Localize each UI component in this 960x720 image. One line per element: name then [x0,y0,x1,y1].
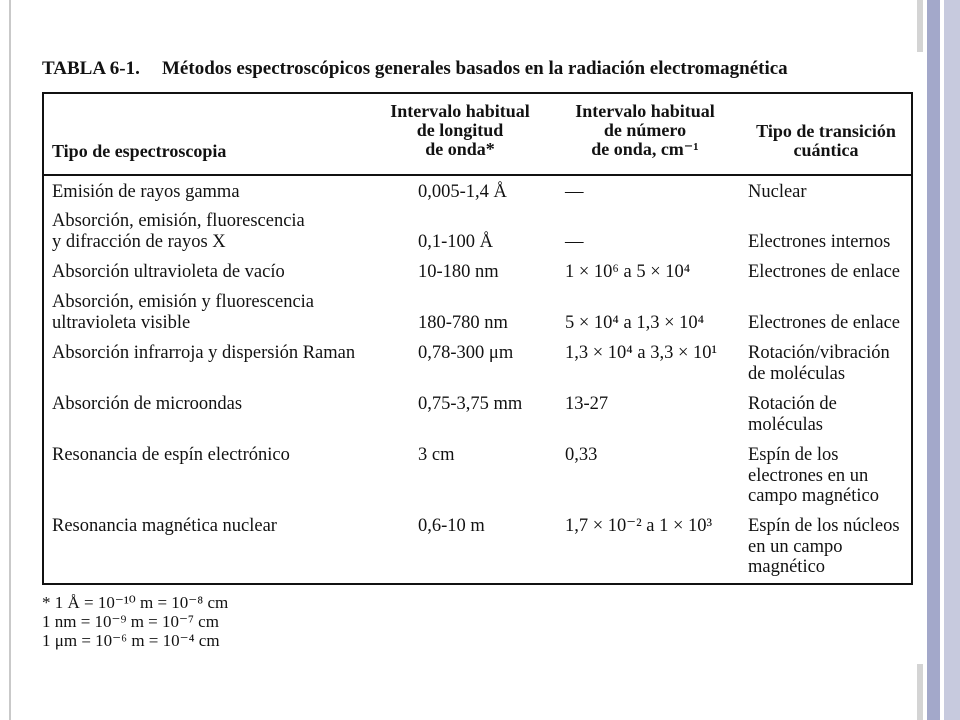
cell-tipo: Resonancia de espín electrónico [52,445,290,465]
cell-transicion: Electrones de enlace [748,312,901,333]
footnote: 1 μm = 10⁻⁶ m = 10⁻⁴ cm [42,631,220,650]
cell-transicion: Rotación de moléculas [748,394,837,435]
cell-tipo: Emisión de rayos gamma [52,182,240,202]
cell-tipo: Absorción infrarroja y dispersión Raman [52,343,356,363]
table-row [42,211,913,254]
cell-tipo: Resonancia magnética nuclear [52,516,277,536]
cell-transicion: Rotación/vibración de moléculas [748,343,890,384]
footnote: 1 nm = 10⁻⁹ m = 10⁻⁷ cm [42,612,219,631]
cell-longitud: 3 cm [418,445,455,465]
cell-transicion: Electrones de enlace [748,262,901,282]
cell-numero: 1,3 × 10⁴ a 3,3 × 10¹ [565,343,718,363]
table-row [42,394,913,437]
cell-tipo: Absorción, emisión, fluorescencia y difracción de rayos X [52,211,305,252]
cell-numero: — [565,182,584,202]
cell-longitud: 0,005-1,4 Å [418,182,507,202]
cell-numero: 1,7 × 10⁻² a 1 × 10³ [565,516,713,536]
header-tipo-espectroscopia: Tipo de espectroscopia [52,141,227,161]
table-footnotes [42,593,442,650]
cell-numero: 0,33 [565,445,598,465]
cell-longitud: 10-180 nm [418,262,499,282]
cell-tipo: Absorción ultravioleta de vacío [52,262,285,282]
table-caption: Métodos espectroscópicos generales basados en la radiación electromagnética [162,58,788,79]
table-row [42,343,913,386]
cell-transicion: Espín de los electrones en un campo magnético [748,445,879,506]
cell-transicion: Espín de los núcleos en un campo magnético [748,516,900,577]
cell-longitud: 0,78-300 μm [418,343,514,363]
header-tipo-transicion: Tipo de transición cuántica [756,121,896,160]
cell-numero: 13-27 [565,394,609,414]
table-number: TABLA 6-1. [42,58,140,79]
table-row [42,182,913,204]
cell-tipo: Absorción de microondas [52,394,243,414]
cell-numero: 5 × 10⁴ a 1,3 × 10⁴ [565,312,705,333]
cell-longitud: 0,75-3,75 mm [418,394,523,414]
cell-numero: — [565,231,584,252]
table-row [42,262,913,284]
table-row [42,445,913,509]
table-header [42,94,913,174]
header-longitud-de-onda: Intervalo habitual de longitud de onda* [390,101,530,159]
cell-longitud: 180-780 nm [418,312,508,333]
header-divider [42,174,913,176]
footnote: * 1 Å = 10⁻¹⁰ m = 10⁻⁸ cm [42,593,229,612]
cell-transicion: Nuclear [748,182,807,202]
cell-longitud: 0,1-100 Å [418,231,494,252]
table-row [42,292,913,335]
header-numero-de-onda: Intervalo habitual de número de onda, cm⁻¹ [575,101,715,159]
cell-longitud: 0,6-10 m [418,516,485,536]
cell-transicion: Electrones internos [748,231,891,252]
cell-tipo: Absorción, emisión y fluorescencia ultravioleta visible [52,292,315,333]
table-row [42,516,913,580]
cell-numero: 1 × 10⁶ a 5 × 10⁴ [565,262,691,282]
